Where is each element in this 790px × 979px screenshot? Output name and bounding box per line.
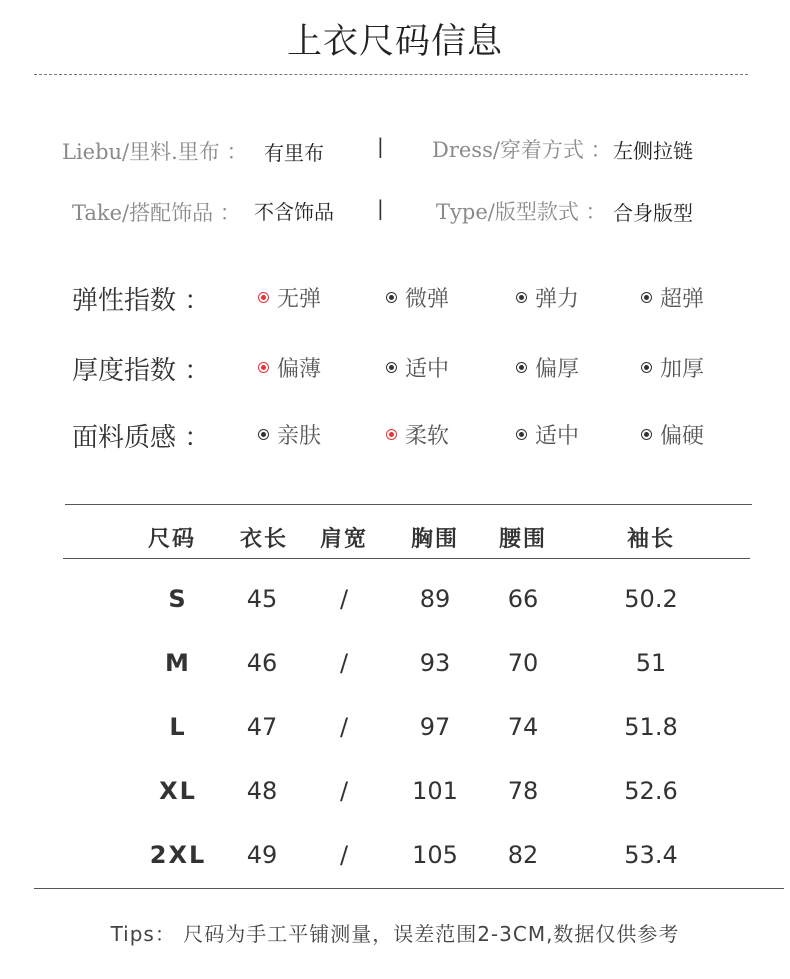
table-cell: 89 <box>419 585 451 613</box>
lining-value: 有里布 <box>264 141 324 165</box>
index-option-label: 适中 <box>405 357 450 382</box>
table-cell: / <box>339 585 349 613</box>
index-option <box>516 282 579 313</box>
info-separator: | <box>377 196 384 220</box>
radio-icon <box>258 429 269 440</box>
size-cell: M <box>165 649 191 677</box>
index-option <box>641 282 704 313</box>
table-cell: 50.2 <box>624 585 678 613</box>
radio-icon <box>516 429 527 440</box>
size-cell: S <box>168 585 188 613</box>
radio-icon <box>641 362 652 373</box>
table-cell: 93 <box>419 649 451 677</box>
table-cell: 51 <box>635 649 667 677</box>
radio-icon <box>516 362 527 373</box>
index-option-label: 偏厚 <box>535 357 580 382</box>
table-header-cell: 袖长 <box>626 527 675 552</box>
index-option <box>641 419 704 450</box>
table-cell: 45 <box>246 585 278 613</box>
index-option-label: 适中 <box>535 424 580 449</box>
info-separator: | <box>377 134 384 158</box>
index-option-label: 亲肤 <box>277 424 322 449</box>
index-option-label: 超弹 <box>660 287 705 312</box>
table-cell: / <box>339 841 349 869</box>
table-bottom-rule <box>34 888 784 889</box>
index-option-label: 柔软 <box>405 424 450 449</box>
index-option <box>258 352 321 383</box>
radio-icon <box>641 429 652 440</box>
page-title: 上衣尺码信息 <box>286 22 503 62</box>
radio-icon <box>386 362 397 373</box>
table-cell: 74 <box>507 713 539 741</box>
table-header-cell: 衣长 <box>239 527 288 552</box>
take-label: Take/搭配饰品 ： <box>72 201 241 225</box>
table-cell: 48 <box>246 777 278 805</box>
table-cell: / <box>339 649 349 677</box>
radio-icon <box>386 292 397 303</box>
table-cell: 51.8 <box>624 713 678 741</box>
index-option <box>386 282 449 313</box>
table-header-cell: 胸围 <box>410 527 459 552</box>
table-cell: 53.4 <box>624 841 678 869</box>
index-option <box>641 352 704 383</box>
table-header-cell: 腰围 <box>498 527 547 552</box>
table-header-cell: 肩宽 <box>319 527 368 552</box>
table-cell: / <box>339 777 349 805</box>
radio-selected-icon <box>386 429 397 440</box>
size-cell: L <box>169 713 187 741</box>
size-cell: XL <box>159 777 197 805</box>
table-top-rule <box>65 504 752 505</box>
index-option-label: 弹力 <box>535 287 580 312</box>
size-cell: 2XL <box>149 841 207 869</box>
radio-selected-icon <box>258 362 269 373</box>
dress-value: 左侧拉链 <box>613 139 693 163</box>
radio-icon <box>641 292 652 303</box>
table-cell: 78 <box>507 777 539 805</box>
table-cell: 66 <box>507 585 539 613</box>
radio-icon <box>516 292 527 303</box>
index-label: 厚度指数 ： <box>72 356 211 386</box>
index-option <box>258 419 321 450</box>
table-cell: 52.6 <box>624 777 678 805</box>
table-header-rule <box>63 558 750 559</box>
radio-selected-icon <box>258 292 269 303</box>
index-option-label: 偏硬 <box>660 424 705 449</box>
title-divider <box>34 74 748 75</box>
index-option <box>516 419 579 450</box>
type-value: 合身版型 <box>613 201 693 225</box>
take-value: 不含饰品 <box>254 200 334 224</box>
index-option-label: 微弹 <box>405 287 450 312</box>
index-option <box>386 419 449 450</box>
table-cell: 49 <box>246 841 278 869</box>
index-option <box>516 352 579 383</box>
dress-label: Dress/穿着方式 ： <box>432 138 612 162</box>
table-cell: 46 <box>246 649 278 677</box>
index-label: 弹性指数 ： <box>72 286 211 316</box>
table-cell: 82 <box>507 841 539 869</box>
lining-label: Liebu/里料.里布 ： <box>62 140 248 164</box>
tips-note: Tips： 尺码为手工平铺测量，误差范围2-3CM,数据仅供参考 <box>110 922 680 946</box>
table-cell: 97 <box>419 713 451 741</box>
index-label: 面料质感 ： <box>72 423 211 453</box>
table-cell: 105 <box>412 841 458 869</box>
type-label: Type/版型款式 ： <box>436 200 607 224</box>
index-option-label: 无弹 <box>277 287 322 312</box>
table-cell: 101 <box>412 777 458 805</box>
index-option <box>386 352 449 383</box>
table-cell: 70 <box>507 649 539 677</box>
table-cell: 47 <box>246 713 278 741</box>
table-header-cell: 尺码 <box>147 527 196 552</box>
table-cell: / <box>339 713 349 741</box>
index-option-label: 加厚 <box>660 357 705 382</box>
index-option <box>258 282 321 313</box>
index-option-label: 偏薄 <box>277 357 322 382</box>
